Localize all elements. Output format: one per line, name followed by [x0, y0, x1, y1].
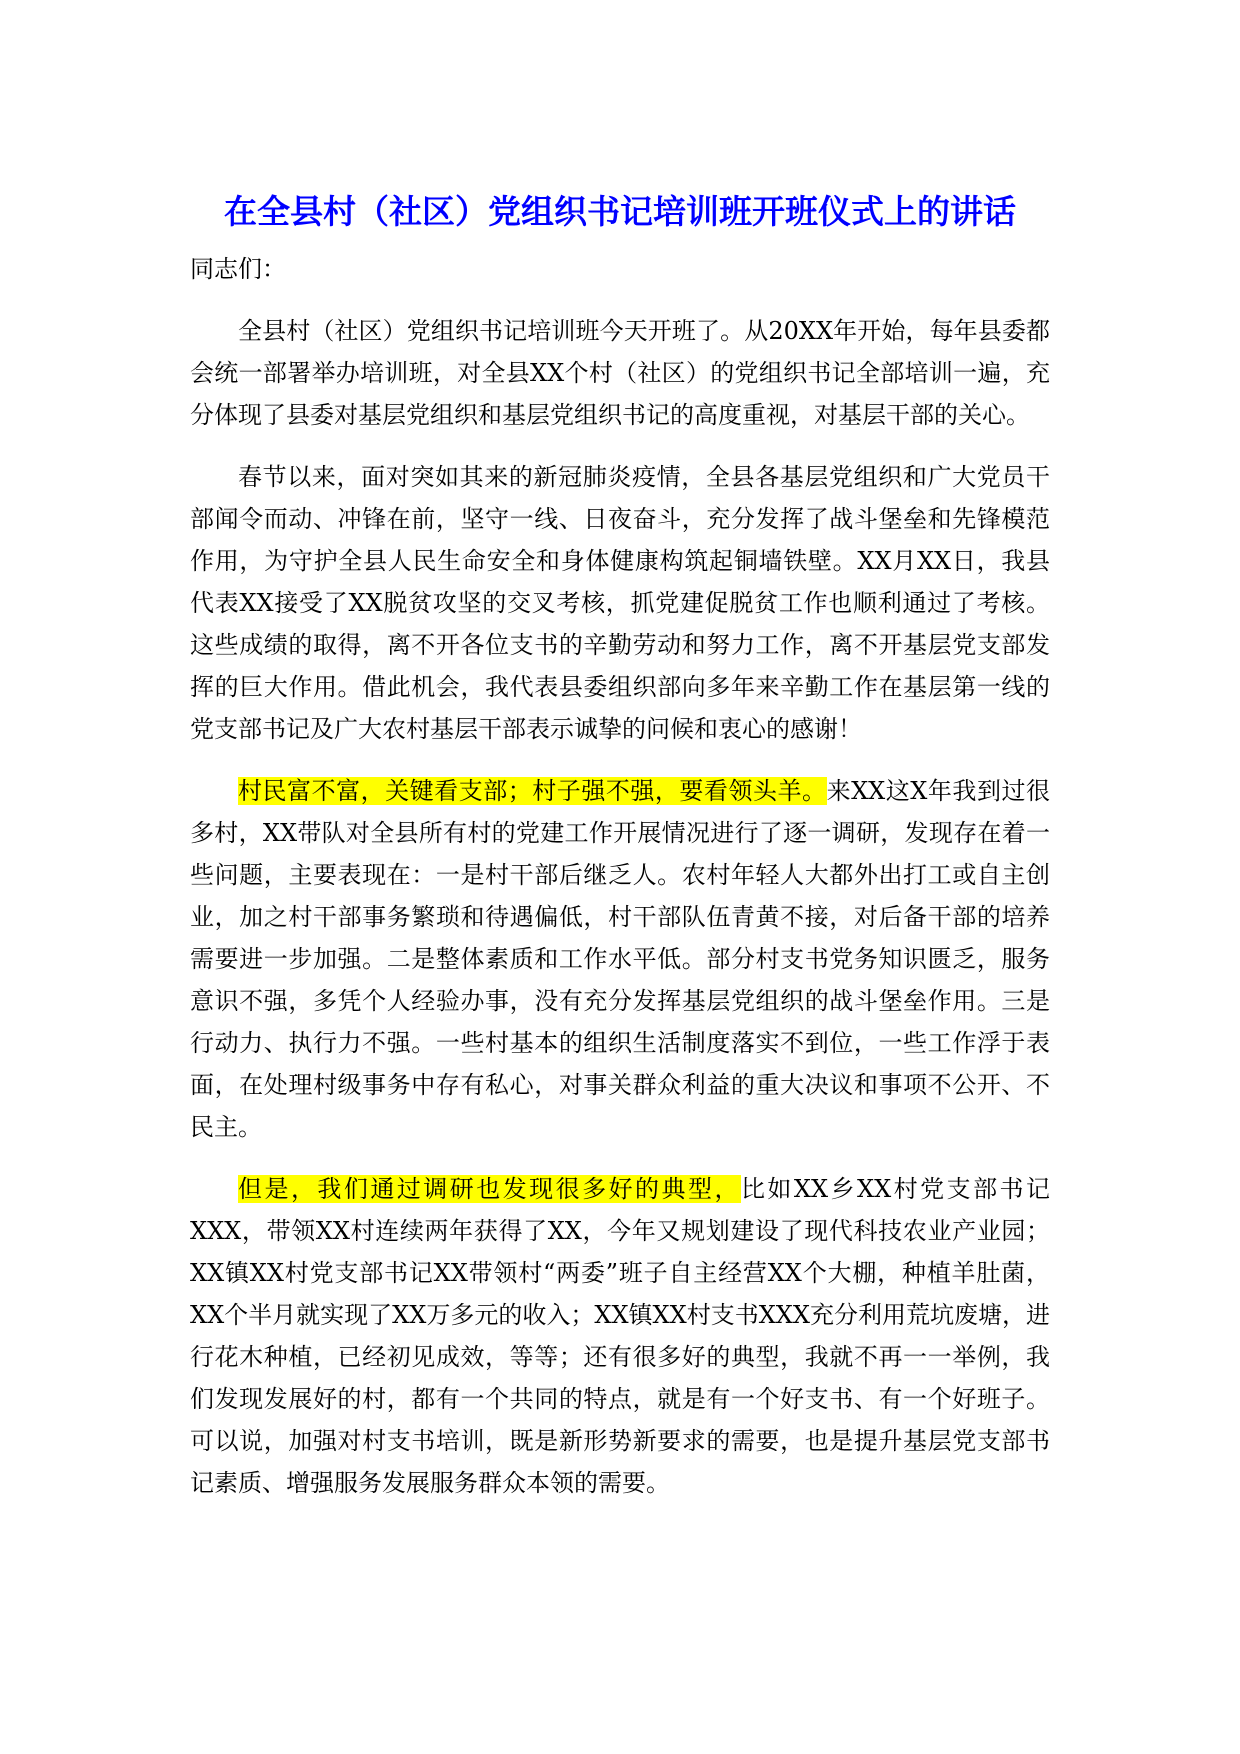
document-title: 在全县村（社区）党组织书记培训班开班仪式上的讲话 — [224, 192, 1016, 231]
highlighted-text: 但是，我们通过调研也发现很多好的典型， — [238, 1175, 741, 1203]
paragraph-good-examples — [190, 1168, 1050, 1504]
paragraph-problems — [190, 770, 1050, 1148]
document-body — [190, 188, 1050, 1524]
highlighted-text: 村民富不富，关键看支部；村子强不强，要看领头羊。 — [238, 777, 827, 805]
paragraph-text: 春节以来，面对突如其来的新冠肺炎疫情，全县各基层党组织和广大党员干部闻令而动、冲锋在前，坚守一线、日夜奋斗，充分发挥了战斗堡垒和先锋模范作用，为守护全县人民生命安全和身体健康构筑起铜墙铁壁。XX月XX日，我县代表XX接受了XX脱贫攻坚的交叉考核，抓党建促脱贫工作也顺利通过了考核。这些成绩的取得，离不开各位支书的辛勤劳动和努力工作，离不开基层党支部发挥的巨大作用。借此机会，我代表县委组织部向多年来辛勤工作在基层第一线的党支部书记及广大农村基层干部表示诚挚的问候和衷心的感谢！ — [190, 463, 1050, 743]
paragraph-text: 全县村（社区）党组织书记培训班今天开班了。从20XX年开始，每年县委都会统一部署举办培训班，对全县XX个村（社区）的党组织书记全部培训一遍，充分体现了县委对基层党组织和基层党组织书记的高度重视，对基层干部的关心。 — [190, 317, 1050, 429]
paragraph-text: 比如XX乡XX村党支部书记XXX，带领XX村连续两年获得了XX，今年又规划建设了现代科技农业产业园；XX镇XX村党支部书记XX带领村“两委”班子自主经营XX个大棚，种植羊肚菌，XX个半月就实现了XX万多元的收入；XX镇XX村支书XXX充分利用荒坑废塘，进行花木种植，已经初见成效，等等；还有很多好的典型，我就不再一一举例，我们发现发展好的村，都有一个共同的特点，就是有一个好支书、有一个好班子。可以说，加强对村支书培训，既是新形势新要求的需要，也是提升基层党支部书记素质、增强服务发展服务群众本领的需要。 — [190, 1175, 1051, 1497]
paragraph-gratitude — [190, 456, 1050, 750]
salutation: 同志们： — [190, 255, 286, 283]
paragraph-text: 来XX这X年我到过很多村，XX带队对全县所有村的党建工作开展情况进行了逐一调研，发现存在着一些问题，主要表现在：一是村干部后继乏人。农村年轻人大都外出打工或自主创业，加之村干部事务繁琐和待遇偏低，村干部队伍青黄不接，对后备干部的培养需要进一步加强。二是整体素质和工作水平低。部分村支书党务知识匮乏，服务意识不强，多凭个人经验办事，没有充分发挥基层党组织的战斗堡垒作用。三是行动力、执行力不强。一些村基本的组织生活制度落实不到位，一些工作浮于表面，在处理村级事务中存有私心，对事关群众利益的重大决议和事项不公开、不民主。 — [190, 777, 1051, 1141]
paragraph-opening — [190, 310, 1050, 436]
